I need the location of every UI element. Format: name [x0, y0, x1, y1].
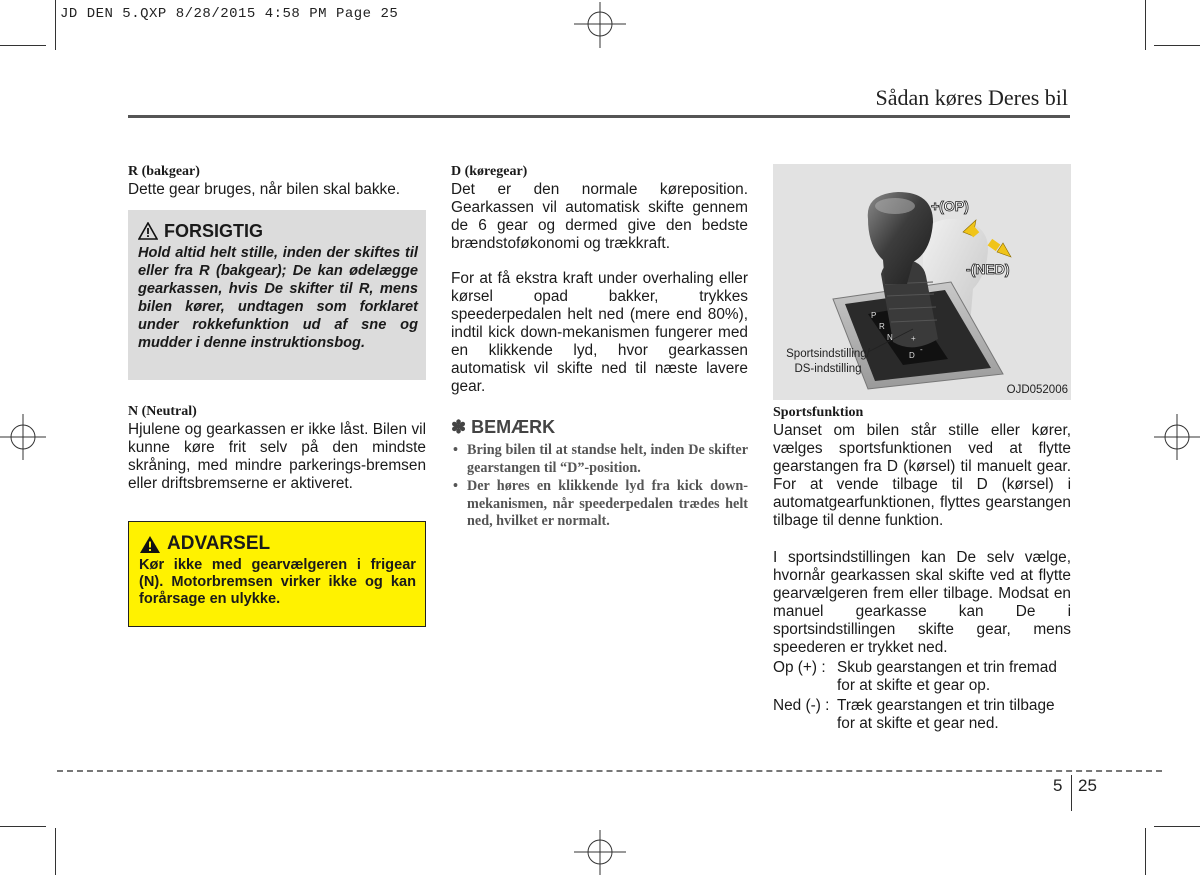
gate-label-plus: +	[911, 334, 916, 343]
op-key: Op (+) :	[773, 659, 826, 676]
note-list	[451, 442, 748, 531]
middle-column	[451, 163, 748, 532]
print-slug: JD DEN 5.QXP 8/28/2015 4:58 PM Page 25	[60, 6, 399, 22]
gate-label-minus: -	[920, 345, 923, 354]
gate-label-d: D	[909, 351, 915, 360]
n-gear-text: Hjulene og gearkassen er ikke låst. Bilen vil kunne køre frit selv på den mindste skråning, med mindre parkerings-bremsen eller driftsbremserne er aktiveret.	[128, 421, 426, 492]
warning-triangle-icon	[139, 535, 161, 554]
gate-label-n: N	[887, 333, 893, 342]
gear-shifter-figure	[773, 164, 1071, 400]
label-sport-mode-line2: DS-indstilling	[794, 363, 862, 375]
op-value: Skub gearstangen et trin fremad for at skifte et gear op.	[837, 659, 1057, 694]
crop-mark	[0, 45, 46, 46]
page-number: 25	[1078, 776, 1097, 795]
caution-box	[128, 210, 426, 380]
n-gear-heading: N (Neutral)	[128, 404, 197, 419]
crop-mark	[1145, 828, 1146, 875]
chapter-number: 5	[1053, 776, 1063, 795]
label-ned: -(NED)	[966, 261, 1010, 277]
registration-mark-bottom	[570, 830, 630, 875]
r-gear-text: Dette gear bruges, når bilen skal bakke.	[128, 181, 401, 198]
gate-label-r: R	[879, 322, 885, 331]
gate-label-p: P	[871, 311, 877, 320]
caution-title-text: FORSIGTIG	[164, 221, 263, 241]
ned-row	[773, 697, 1071, 733]
crop-mark	[1154, 826, 1200, 827]
warning-text: Kør ikke med gearvælgeren i frigear (N). Motorbremsen virker ikke og kan forårsage en ulykke.	[139, 557, 416, 607]
caution-title	[138, 220, 418, 242]
label-op: +(OP)	[931, 198, 969, 214]
crop-mark	[55, 0, 56, 50]
running-header: Sådan køres Deres bil	[875, 85, 1068, 110]
label-sport-mode-line1: Sportsindstilling/	[786, 348, 870, 360]
note-title: ✽ BEMÆRK	[451, 417, 556, 437]
note-item: • Der høres en klikkende lyd fra kick down-mekanismen, når speederpedalen trædes helt ned, hvilket er normalt.	[451, 478, 748, 531]
figure-code: OJD052006	[1006, 384, 1068, 396]
registration-mark-right	[1154, 412, 1200, 462]
warning-title	[139, 533, 416, 555]
page-number-divider	[1071, 775, 1072, 811]
neutral-section	[128, 403, 426, 493]
registration-mark-top	[570, 2, 630, 48]
ned-value: Træk gearstangen et trin tilbage for at skifte et gear ned.	[837, 697, 1055, 732]
caution-text: Hold altid helt stille, inden der skiftes til eller fra R (bakgear); De kan ødelægge gearkassen, hvis De skifter til R, mens bilen kører, undtagen som forklaret under rokkefunktion ud af sne og mudder i denne instruktionsbog.	[138, 245, 418, 351]
d-gear-text-2: For at få ekstra kraft under overhaling eller kørsel opad bakker, trykkes speederpedalen helt ned (mere end 80%), indtil kick down-mekanismen fungerer med en klikkende lyd, hvor gearkassen automatisk vil skifte ned til næste lavere gear.	[451, 270, 748, 395]
label-sport-mode	[779, 347, 877, 377]
ned-key: Ned (-) :	[773, 697, 830, 714]
warning-box	[128, 521, 426, 627]
r-gear-heading: R (bakgear)	[128, 164, 200, 179]
crop-mark	[1154, 45, 1200, 46]
warning-title-text: ADVARSEL	[167, 533, 271, 554]
sport-text-1: Uanset om bilen står stille eller kører, vælges sportsfunktionen ved at flytte gearstangen fra D (kørsel) til manuelt gear. For at vende tilbage til D (kørsel) i automatgearfunktionen, flyttes gearstangen tilbage til denne funktion.	[773, 422, 1071, 529]
footer-rule	[57, 770, 1162, 772]
d-gear-text-1: Det er den normale køreposition. Gearkassen vil automatisk skifte gennem de 6 gear og dermed give den bedste brændstoføkonomi og trækkraft.	[451, 181, 748, 252]
right-column	[773, 404, 1071, 733]
crop-mark	[1145, 0, 1146, 50]
arrow-down-icon	[988, 239, 1011, 257]
caution-triangle-icon	[138, 222, 158, 240]
header-rule	[128, 115, 1070, 118]
sport-text-2: I sportsindstillingen kan De selv vælge, hvornår gearkassen skal skifte ved at flytte gearvælgeren frem eller tilbage. Modsat en manuel gearkasse kan De i sportsindstillingen skifte gear, mens speederen er trykket ned.	[773, 549, 1071, 656]
registration-mark-left	[0, 412, 46, 462]
crop-mark	[0, 826, 46, 827]
op-row	[773, 659, 1071, 695]
note-item: • Bring bilen til at standse helt, inden De skifter gearstangen til “D”-position.	[451, 442, 748, 477]
left-column	[128, 163, 426, 199]
sport-heading: Sportsfunktion	[773, 405, 864, 420]
d-gear-heading: D (køregear)	[451, 164, 528, 179]
crop-mark	[55, 828, 56, 875]
